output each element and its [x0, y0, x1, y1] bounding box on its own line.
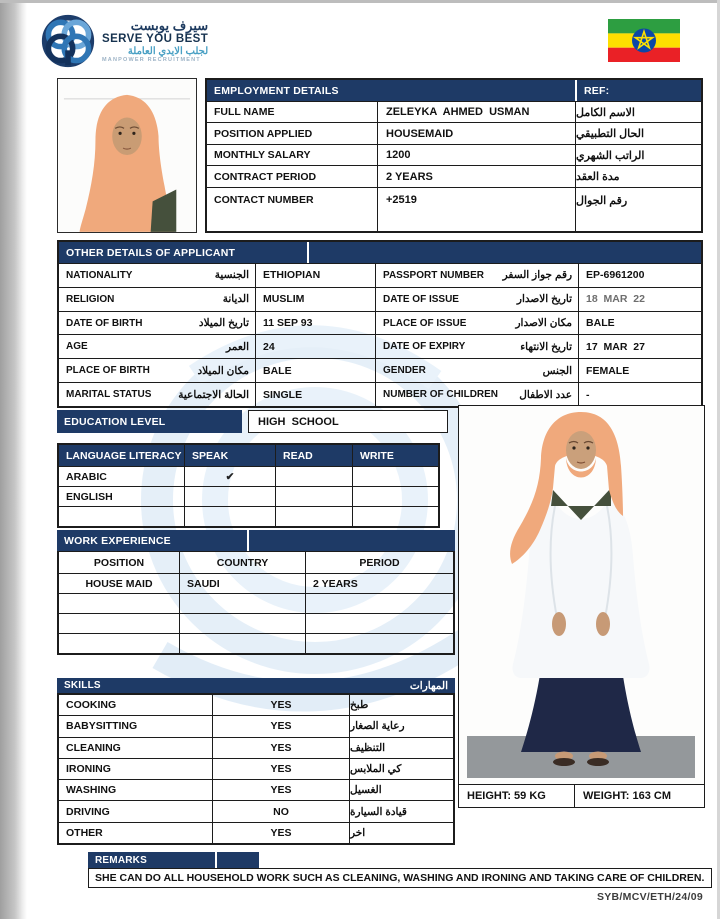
document-ref-code: SYB/MCV/ETH/24/09	[596, 891, 703, 903]
field-label-arabic: عدد الاطفال	[519, 388, 573, 401]
education-level-value: HIGH SCHOOL	[248, 410, 448, 433]
field-label-arabic: مكان الميلاد	[197, 364, 249, 377]
field-label: DATE OF EXPIRY	[383, 341, 466, 353]
country-value	[179, 634, 305, 653]
field-label-arabic: رقم جواز السفر	[502, 269, 573, 282]
field-value: 2 YEARS	[377, 166, 575, 186]
other-details-header-spacer	[309, 242, 701, 263]
table-row	[376, 311, 701, 335]
field-label: RELIGION	[66, 293, 115, 305]
field-label-arabic: الحال التطبيقي	[575, 123, 701, 143]
field-label-arabic: الديانة	[222, 293, 249, 306]
table-row	[207, 187, 701, 231]
employment-details-table	[205, 78, 703, 233]
field-value: 17 MAR 27	[578, 335, 701, 358]
table-row	[59, 287, 375, 311]
scan-edge-top	[0, 0, 720, 3]
language-name: ARABIC	[66, 470, 107, 483]
country-value	[179, 594, 305, 613]
field-value: +2519	[377, 188, 575, 231]
table-header-row	[59, 551, 453, 573]
field-value: EP-6961200	[578, 264, 701, 287]
skill-value: YES	[212, 738, 349, 758]
table-row	[59, 758, 453, 779]
field-value: 24	[255, 335, 375, 358]
field-value: ZELEYKA AHMED USMAN	[377, 102, 575, 122]
field-label-arabic: مدة العقد	[575, 166, 701, 186]
table-row	[59, 486, 438, 506]
skill-value: YES	[212, 823, 349, 843]
table-row	[59, 358, 375, 382]
table-row	[59, 263, 375, 287]
write-value	[352, 467, 438, 486]
company-logo	[40, 12, 208, 70]
table-row	[207, 165, 701, 186]
field-label-arabic: العمر	[225, 340, 249, 353]
table-row	[59, 593, 453, 613]
field-label: PASSPORT NUMBER	[383, 269, 484, 281]
skill-name: BABYSITTING	[66, 720, 138, 733]
read-value	[275, 487, 352, 506]
skill-name: CLEANING	[66, 741, 121, 754]
applicant-portrait-photo	[57, 78, 197, 233]
applicant-fullbody-photo	[459, 406, 704, 784]
column-header: LANGUAGE LITERACY	[66, 449, 182, 462]
table-row	[59, 382, 375, 406]
table-row	[376, 263, 701, 287]
skill-name: WASHING	[66, 784, 117, 797]
field-label: FULL NAME	[214, 106, 275, 119]
skill-name-arabic: قيادة السيارة	[349, 801, 453, 821]
table-row	[59, 822, 453, 843]
field-label-arabic: الاسم الكامل	[575, 102, 701, 122]
field-label-arabic: الحالة الاجتماعية	[178, 388, 249, 401]
field-label-arabic: الجنسية	[214, 269, 249, 282]
field-label: MARITAL STATUS	[66, 389, 152, 401]
remarks-title: REMARKS	[88, 852, 215, 868]
table-row	[376, 287, 701, 311]
field-label: NUMBER OF CHILDREN	[383, 389, 499, 401]
write-value	[352, 487, 438, 506]
field-label: NATIONALITY	[66, 269, 133, 281]
table-row	[207, 144, 701, 165]
ref-label: REF:	[575, 80, 701, 101]
work-experience-table	[57, 530, 455, 655]
employment-details-header	[207, 80, 701, 101]
period-value: 2 YEARS	[305, 574, 453, 593]
field-label-arabic: تاريخ الميلاد	[198, 317, 249, 330]
field-label-arabic: الجنس	[542, 364, 573, 377]
remarks-header-spacer	[215, 852, 259, 868]
period-value	[305, 634, 453, 653]
table-row	[207, 101, 701, 122]
skills-table	[57, 678, 455, 845]
field-value: 11 SEP 93	[255, 312, 375, 335]
position-value	[59, 594, 179, 613]
position-value: HOUSE MAID	[85, 577, 153, 590]
field-value: -	[578, 383, 701, 406]
table-row	[59, 573, 453, 593]
skill-name: COOKING	[66, 699, 117, 712]
check-icon: ✔	[184, 467, 275, 486]
field-label-arabic: مكان الاصدار	[515, 317, 573, 330]
field-label: MONTHLY SALARY	[214, 149, 311, 162]
logo-english-subtitle: MANPOWER RECRUITMENT	[102, 57, 201, 64]
scan-edge-left	[0, 0, 27, 919]
field-value: FEMALE	[578, 359, 701, 382]
weight-label: WEIGHT: 163 CM	[574, 785, 704, 807]
height-weight-row	[459, 784, 704, 807]
other-details-table	[57, 240, 703, 408]
other-details-title: OTHER DETAILS OF APPLICANT	[59, 242, 309, 263]
work-experience-title: WORK EXPERIENCE	[57, 530, 247, 551]
other-details-right-column	[375, 263, 701, 406]
other-details-header	[59, 242, 701, 263]
skills-title-arabic: المهارات	[409, 679, 448, 692]
table-row	[59, 334, 375, 358]
column-header: READ	[275, 445, 352, 466]
language-name: ENGLISH	[66, 490, 113, 503]
skill-name-arabic: رعاية الصغار	[349, 716, 453, 736]
field-label: GENDER	[383, 365, 426, 377]
skills-header	[57, 678, 455, 693]
language-name	[59, 507, 184, 526]
period-value	[305, 594, 453, 613]
logo-arabic-subtitle: لجلب الايدي العاملة	[127, 46, 209, 58]
field-label: PLACE OF ISSUE	[383, 317, 467, 329]
skill-value: YES	[212, 759, 349, 779]
remarks-text: SHE CAN DO ALL HOUSEHOLD WORK SUCH AS CLEANING, WASHING AND IRONING AND TAKING CARE OF CHILDREN.	[88, 868, 712, 888]
table-row	[59, 466, 438, 486]
language-literacy-table	[57, 443, 440, 528]
education-level-label: EDUCATION LEVEL	[57, 410, 242, 433]
column-header: COUNTRY	[179, 552, 305, 573]
globe-logo-icon	[40, 12, 96, 70]
ethiopia-flag-icon	[608, 19, 680, 62]
read-value	[275, 467, 352, 486]
field-label-arabic: تاريخ الاصدار	[516, 293, 573, 306]
employment-details-title: EMPLOYMENT DETAILS	[207, 80, 575, 101]
table-row	[207, 122, 701, 143]
table-row	[59, 613, 453, 633]
skill-value: YES	[212, 780, 349, 800]
country-value	[179, 614, 305, 633]
speak-value	[184, 487, 275, 506]
field-value: ETHIOPIAN	[255, 264, 375, 287]
field-value: 1200	[377, 145, 575, 165]
applicant-fullbody-photo-panel	[458, 405, 705, 808]
table-row	[59, 779, 453, 800]
write-value	[352, 507, 438, 526]
field-value: BALE	[578, 312, 701, 335]
table-row	[59, 800, 453, 821]
column-header: SPEAK	[184, 445, 275, 466]
position-value	[59, 634, 179, 653]
skill-name: DRIVING	[66, 805, 110, 818]
column-header: PERIOD	[305, 552, 453, 573]
field-label: AGE	[66, 341, 88, 353]
skill-value: YES	[212, 716, 349, 736]
work-experience-header-spacer	[247, 530, 455, 551]
skill-name-arabic: الغسيل	[349, 780, 453, 800]
table-row	[59, 311, 375, 335]
table-row	[376, 358, 701, 382]
table-row	[376, 334, 701, 358]
field-label-arabic: تاريخ الانتهاء	[520, 340, 573, 353]
table-row	[59, 633, 453, 653]
work-experience-header	[57, 530, 455, 551]
speak-value	[184, 507, 275, 526]
period-value	[305, 614, 453, 633]
language-literacy-header	[59, 445, 438, 466]
skill-name-arabic: التنظيف	[349, 738, 453, 758]
skill-name-arabic: اخر	[349, 823, 453, 843]
skill-name-arabic: طبخ	[349, 695, 453, 715]
field-value: 18 MAR 22	[578, 288, 701, 311]
field-label: PLACE OF BIRTH	[66, 365, 150, 377]
logo-english-title: SERVE YOU BEST	[102, 33, 209, 46]
table-row	[376, 382, 701, 406]
table-row	[59, 737, 453, 758]
skill-name-arabic: كي الملابس	[349, 759, 453, 779]
field-value: HOUSEMAID	[377, 123, 575, 143]
table-row	[59, 506, 438, 526]
column-header: WRITE	[352, 445, 438, 466]
skills-title: SKILLS	[64, 680, 101, 691]
field-value: SINGLE	[255, 383, 375, 406]
field-value: BALE	[255, 359, 375, 382]
field-label: CONTRACT PERIOD	[214, 170, 317, 183]
read-value	[275, 507, 352, 526]
field-label: CONTACT NUMBER	[214, 193, 314, 206]
skill-value: YES	[212, 695, 349, 715]
height-label: HEIGHT: 59 KG	[467, 790, 546, 802]
position-value	[59, 614, 179, 633]
logo-arabic-title: سيرف يوبست	[130, 17, 209, 33]
table-row	[59, 695, 453, 715]
field-value: MUSLIM	[255, 288, 375, 311]
field-label: POSITION APPLIED	[214, 127, 313, 140]
skill-name: IRONING	[66, 762, 111, 775]
country-value: SAUDI	[179, 574, 305, 593]
field-label-arabic: رقم الجوال	[575, 188, 701, 231]
field-label: DATE OF ISSUE	[383, 293, 459, 305]
column-header: POSITION	[93, 556, 145, 569]
field-label: DATE OF BIRTH	[66, 317, 143, 329]
table-row	[59, 715, 453, 736]
other-details-left-column	[59, 263, 375, 406]
skill-name: OTHER	[66, 826, 103, 839]
field-label-arabic: الراتب الشهري	[575, 145, 701, 165]
skill-value: NO	[212, 801, 349, 821]
